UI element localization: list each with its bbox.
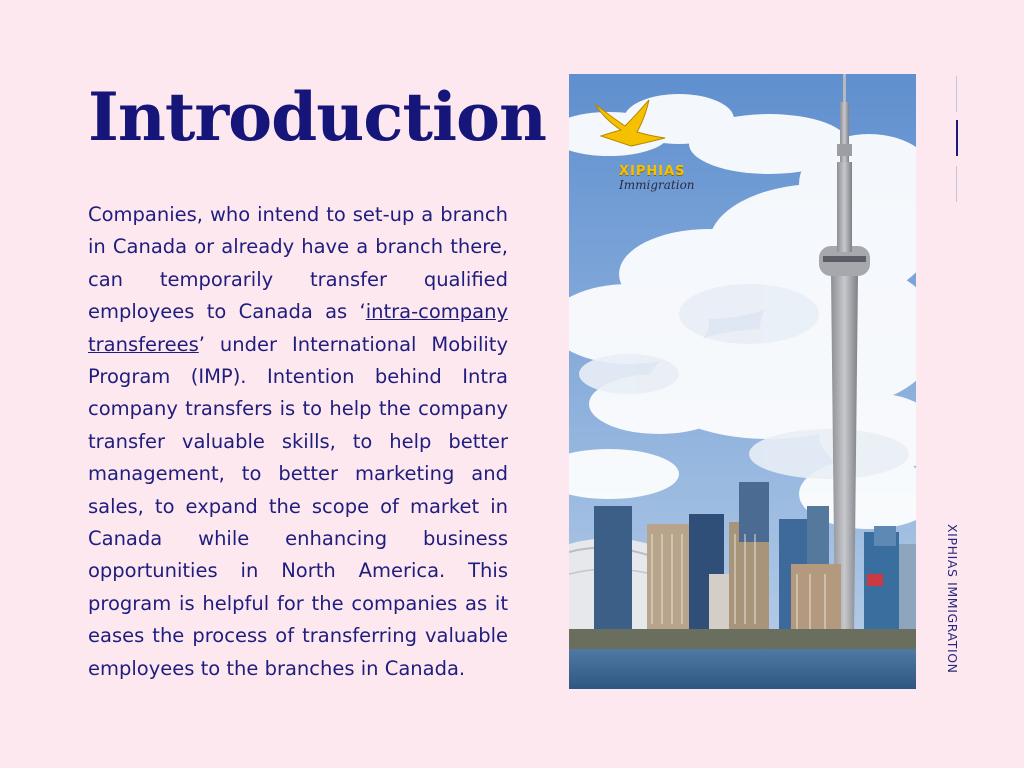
side-brand-text: XIPHIAS IMMIGRATION — [945, 524, 960, 674]
progress-line — [956, 166, 957, 202]
paragraph-text-start: Companies, who intend to set-up a branch in Canada or already have a branch there, can temporarily transfer qualified employees to Canada as ‘ — [88, 203, 508, 324]
slide-progress-indicator — [956, 76, 958, 202]
intro-paragraph — [88, 199, 508, 685]
intra-company-transferees-link[interactable]: intra-company transferees — [88, 300, 508, 356]
logo-subtitle: Immigration — [619, 178, 695, 192]
progress-line-active — [956, 120, 958, 156]
paragraph-text-end: ’ under International Mobility Program (IMP). Intention behind Intra company transfers is to help the company transfer valuable skills, to help better management, to better marketing and sales, to expand the scope of market in Canada while enhancing business opportunities in North America. This program is helpful for the companies as it eases the process of transferring valuable employees to the branches in Canada. — [88, 332, 508, 680]
progress-line — [956, 76, 957, 112]
xiphias-logo — [591, 96, 695, 192]
page-title: Introduction — [88, 78, 547, 156]
eagle-icon — [591, 96, 671, 156]
toronto-skyline-photo — [569, 74, 916, 689]
logo-wordmark: XIPHIAS — [619, 164, 686, 179]
